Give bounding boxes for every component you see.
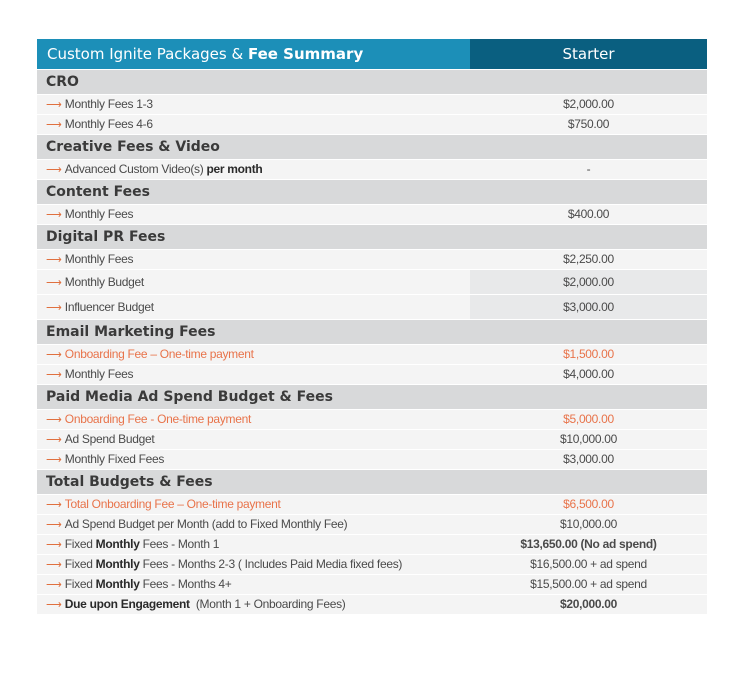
row-label-pre: Fixed: [64, 577, 96, 591]
arrow-icon: ⟶: [46, 99, 61, 111]
table-header: [37, 39, 707, 69]
row-label: Monthly Fees: [64, 367, 134, 381]
title-bold: Fee Summary: [247, 45, 364, 63]
column-header-starter: Starter: [470, 39, 707, 69]
section-email-marketing: Email Marketing Fees: [37, 320, 707, 344]
table-row: [37, 295, 707, 319]
table-title: [37, 39, 470, 69]
row-label: Monthly Budget: [64, 275, 144, 289]
row-label-post: Fees - Months 4+: [139, 577, 232, 591]
row-value: $4,000.00: [470, 365, 707, 384]
arrow-icon: ⟶: [46, 277, 61, 289]
arrow-icon: ⟶: [46, 164, 61, 176]
row-label-bold: Monthly: [95, 557, 140, 571]
table-row: [37, 270, 707, 294]
row-value: $10,000.00: [470, 430, 707, 449]
row-label-bold: Monthly: [95, 577, 140, 591]
section-creative: Creative Fees & Video: [37, 135, 707, 159]
arrow-icon: ⟶: [46, 302, 61, 314]
row-value: $3,000.00: [470, 295, 707, 319]
row-label: Influencer Budget: [64, 300, 154, 314]
row-label: Ad Spend Budget: [64, 432, 155, 446]
row-label: Ad Spend Budget per Month (add to Fixed Monthly Fee): [64, 517, 348, 531]
arrow-icon: ⟶: [46, 599, 61, 611]
row-label: Monthly Fixed Fees: [64, 452, 165, 466]
row-value: $16,500.00 + ad spend: [470, 555, 707, 574]
row-value: $5,000.00: [470, 410, 707, 429]
arrow-icon: ⟶: [46, 369, 61, 381]
table-row: [37, 205, 707, 224]
row-label: Monthly Fees 4-6: [64, 117, 153, 131]
section-cro: CRO: [37, 70, 707, 94]
arrow-icon: ⟶: [46, 119, 61, 131]
row-label: Monthly Fees 1-3: [64, 97, 153, 111]
title-prefix: Custom Ignite Packages &: [47, 45, 248, 63]
row-label-post: Fees - Months 2-3 ( Includes Paid Media fixed fees): [139, 557, 403, 571]
table-row: [37, 575, 707, 594]
row-label-pre: Fixed: [64, 557, 96, 571]
row-value: $750.00: [470, 115, 707, 134]
row-label-post: (Month 1 + Onboarding Fees): [189, 597, 346, 611]
table-row: [37, 535, 707, 554]
row-value: $2,250.00: [470, 250, 707, 269]
section-paid-media: Paid Media Ad Spend Budget & Fees: [37, 385, 707, 409]
arrow-icon: ⟶: [46, 254, 61, 266]
row-value: $400.00: [470, 205, 707, 224]
table-row: [37, 95, 707, 114]
row-value: $2,000.00: [470, 270, 707, 294]
row-label: Monthly Fees: [64, 252, 134, 266]
row-value: $6,500.00: [470, 495, 707, 514]
row-value: $20,000.00: [470, 595, 707, 614]
row-label-bold: Monthly: [95, 537, 140, 551]
table-row: [37, 430, 707, 449]
section-content: Content Fees: [37, 180, 707, 204]
row-label-pre: Fixed: [64, 537, 96, 551]
row-label-bold: per month: [206, 162, 263, 176]
arrow-icon: ⟶: [46, 434, 61, 446]
table-row: [37, 495, 707, 514]
arrow-icon: ⟶: [46, 209, 61, 221]
row-label: Onboarding Fee - One-time payment: [64, 412, 251, 426]
table-row: [37, 450, 707, 469]
row-label: Onboarding Fee – One-time payment: [64, 347, 254, 361]
row-value: $2,000.00: [470, 95, 707, 114]
arrow-icon: ⟶: [46, 414, 61, 426]
row-value: $13,650.00 (No ad spend): [470, 535, 707, 554]
fee-summary-table: [37, 39, 707, 614]
table-row: [37, 365, 707, 384]
arrow-icon: ⟶: [46, 349, 61, 361]
arrow-icon: ⟶: [46, 519, 61, 531]
arrow-icon: ⟶: [46, 499, 61, 511]
table-row: [37, 160, 707, 179]
table-row: [37, 345, 707, 364]
section-digital-pr: Digital PR Fees: [37, 225, 707, 249]
table-row: [37, 115, 707, 134]
row-value: $15,500.00 + ad spend: [470, 575, 707, 594]
table-row: [37, 515, 707, 534]
row-value: $10,000.00: [470, 515, 707, 534]
section-totals: Total Budgets & Fees: [37, 470, 707, 494]
arrow-icon: ⟶: [46, 539, 61, 551]
row-label: Monthly Fees: [64, 207, 134, 221]
table-row: [37, 410, 707, 429]
table-row: [37, 595, 707, 614]
row-value: $3,000.00: [470, 450, 707, 469]
row-value: $1,500.00: [470, 345, 707, 364]
table-row: [37, 250, 707, 269]
table-row: [37, 555, 707, 574]
row-label: Total Onboarding Fee – One-time payment: [64, 497, 281, 511]
arrow-icon: ⟶: [46, 454, 61, 466]
row-label-post: Fees - Month 1: [139, 537, 220, 551]
arrow-icon: ⟶: [46, 559, 61, 571]
arrow-icon: ⟶: [46, 579, 61, 591]
row-label: Advanced Custom Video(s): [64, 162, 207, 176]
row-label-bold: Due upon Engagement: [64, 597, 190, 611]
row-value: -: [470, 160, 707, 179]
